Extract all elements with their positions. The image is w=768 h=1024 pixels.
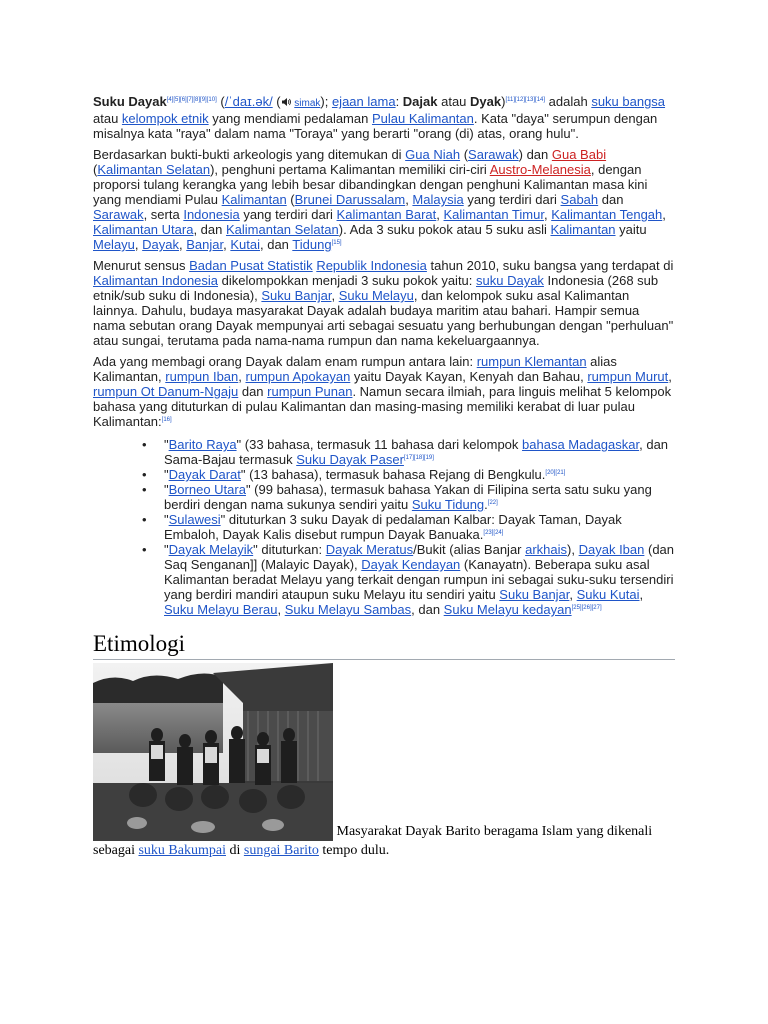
- text: (dan Saq Senganan]] (Malayic Dayak),: [164, 542, 675, 572]
- section-heading-etimologi: Etimologi: [93, 631, 675, 660]
- sabah-link[interactable]: Sabah: [560, 192, 599, 207]
- sarawak-link-2[interactable]: Sarawak: [93, 207, 144, 222]
- republik-indonesia-link[interactable]: Republik Indonesia: [316, 258, 427, 273]
- pulau-kalimantan-link[interactable]: Pulau Kalimantan: [371, 111, 474, 126]
- malaysia-link[interactable]: Malaysia: [412, 192, 464, 207]
- rumpun-paragraph: [93, 354, 675, 429]
- suku-banjar-link[interactable]: Suku Banjar: [261, 288, 332, 303]
- text: Menurut sensus: [93, 258, 190, 273]
- kalimantan-selatan-link[interactable]: Kalimantan Selatan: [97, 162, 211, 177]
- text: yaitu Dayak Kayan, Kenyah dan Bahau,: [350, 369, 588, 384]
- text: ,: [277, 602, 285, 617]
- text: , dan: [411, 602, 444, 617]
- suku-dayak-link[interactable]: suku Dayak: [476, 273, 544, 288]
- text: Berdasarkan bukti-bukti arkeologis yang ditemukan di: [93, 147, 406, 162]
- kelompok-etnik-link[interactable]: kelompok etnik: [121, 111, 209, 126]
- kalimantan-link[interactable]: Kalimantan: [221, 192, 287, 207]
- text: (: [286, 192, 295, 207]
- text: ,: [238, 369, 246, 384]
- historical-photo[interactable]: [93, 663, 333, 841]
- intro-paragraph: [93, 94, 675, 141]
- census-paragraph: [93, 258, 675, 348]
- dayak-link[interactable]: Dayak: [142, 237, 180, 252]
- text: ), penghuni pertama Kalimantan memiliki ciri-ciri: [210, 162, 490, 177]
- borneo-utara-link[interactable]: Borneo Utara: [168, 482, 246, 497]
- barito-raya-link[interactable]: Barito Raya: [168, 437, 237, 452]
- text: ,: [331, 288, 339, 303]
- text: ),: [567, 542, 579, 557]
- text: adalah: [545, 94, 592, 109]
- text: (: [93, 162, 98, 177]
- speaker-icon[interactable]: [281, 97, 291, 107]
- text: " dituturkan:: [253, 542, 326, 557]
- text: :: [395, 94, 403, 109]
- kalimantan-timur-link[interactable]: Kalimantan Timur: [443, 207, 544, 222]
- text: " (13 bahasa), termasuk bahasa Rejang di Bengkulu.: [240, 467, 546, 482]
- suku-melayu-sambas-link[interactable]: Suku Melayu Sambas: [284, 602, 412, 617]
- suku-dayak-paser-link[interactable]: Suku Dayak Paser: [296, 452, 404, 467]
- text: alias Kalimantan,: [93, 354, 617, 384]
- text: ": [164, 437, 169, 452]
- text: ): [501, 94, 506, 109]
- text: dan: [238, 384, 268, 399]
- text: ,: [543, 207, 552, 222]
- term-suku-dayak: Suku Dayak: [93, 94, 167, 109]
- list-item: [164, 482, 675, 512]
- text: ) dan: [518, 147, 552, 162]
- kalimantan-tengah-link[interactable]: Kalimantan Tengah: [551, 207, 663, 222]
- figure: [93, 663, 675, 860]
- text: (: [272, 94, 281, 109]
- sungai-barito-link[interactable]: sungai Barito: [243, 843, 319, 858]
- list-item: [164, 467, 675, 482]
- text: . Namun secara ilmiah, para linguis melihat 5 kelompok bahasa yang dituturkan di pulau Kalimantan dan masing-masing memiliki kerabat di luar pulau Kalimantan:: [93, 384, 672, 429]
- text: ": [164, 542, 169, 557]
- dayak-iban-link[interactable]: Dayak Iban: [578, 542, 645, 557]
- text: .: [484, 497, 488, 512]
- ref-link[interactable]: [20][21]: [545, 470, 566, 476]
- rumpun-iban-link[interactable]: rumpun Iban: [165, 369, 239, 384]
- list-item: [164, 512, 675, 542]
- suku-bangsa-link[interactable]: suku bangsa: [591, 94, 666, 109]
- rumpun-murut-link[interactable]: rumpun Murut: [587, 369, 669, 384]
- text: , dan: [193, 222, 226, 237]
- banjar-link[interactable]: Banjar: [186, 237, 224, 252]
- language-group-list: [93, 437, 675, 617]
- austro-melanesia-redlink[interactable]: Austro-Melanesia: [489, 162, 591, 177]
- text: Masyarakat Dayak Barito beragama Islam yang dikenali sebagai: [93, 824, 653, 858]
- rumpun-apokayan-link[interactable]: rumpun Apokayan: [245, 369, 351, 384]
- text: atau: [93, 111, 122, 126]
- suku-melayu-link[interactable]: Suku Melayu: [338, 288, 414, 303]
- ref-link[interactable]: [16]: [161, 417, 172, 423]
- suku-melayu-berau-link[interactable]: Suku Melayu Berau: [164, 602, 278, 617]
- gua-niah-link[interactable]: Gua Niah: [405, 147, 461, 162]
- suku-bakumpai-link[interactable]: suku Bakumpai: [138, 843, 226, 858]
- ref-link[interactable]: [25][26][27]: [571, 605, 602, 611]
- suku-kutai-link[interactable]: Suku Kutai: [576, 587, 640, 602]
- text: , dan: [260, 237, 293, 252]
- text: yang mendiami pedalaman: [208, 111, 372, 126]
- text: tempo dulu.: [318, 843, 390, 858]
- bps-link[interactable]: Badan Pusat Statistik: [189, 258, 313, 273]
- list-item: [164, 542, 675, 617]
- text: " (99 bahasa), termasuk bahasa Yakan di Filipina serta satu suku yang berdiri dengan nama sukunya sendiri yaitu: [164, 482, 652, 512]
- text: Ada yang membagi orang Dayak dalam enam rumpun antara lain:: [93, 354, 477, 369]
- gua-babi-redlink[interactable]: Gua Babi: [551, 147, 607, 162]
- text: yang terdiri dari: [463, 192, 561, 207]
- kalimantan-utara-link[interactable]: Kalimantan Utara: [93, 222, 194, 237]
- ref-link[interactable]: [17][18][19]: [403, 455, 434, 461]
- text: );: [320, 94, 332, 109]
- article-body: [93, 94, 675, 860]
- text: di: [225, 843, 244, 858]
- text: yang terdiri dari: [239, 207, 337, 222]
- indonesia-link[interactable]: Indonesia: [183, 207, 240, 222]
- text: ,: [134, 237, 143, 252]
- text: yaitu: [615, 222, 647, 237]
- kalimantan-indonesia-link[interactable]: Kalimantan Indonesia: [93, 273, 219, 288]
- sulawesi-link[interactable]: Sulawesi: [168, 512, 221, 527]
- melayu-link[interactable]: Melayu: [93, 237, 135, 252]
- text: (: [216, 94, 225, 109]
- ref-link[interactable]: [22]: [487, 500, 498, 506]
- simak-link[interactable]: simak: [294, 98, 321, 109]
- text: ,: [405, 192, 413, 207]
- text: ": [164, 482, 169, 497]
- rumpun-ot-danum-link[interactable]: rumpun Ot Danum-Ngaju: [93, 384, 239, 399]
- text: (Kanayatn). Beberapa suku asal Kalimantan beradat Melayu yang terkait dengan rumpun ini sebagai suku-suku tersendiri yang berdiri mandiri ataupun suku Melayu itu sendiri yaitu: [164, 557, 674, 602]
- text: " dituturkan 3 suku Dayak di pedalaman Kalbar: Dayak Taman, Dayak Embaloh, Dayak Kalis disebut rumpun Dayak Banuaka.: [164, 512, 622, 542]
- text: ,: [569, 587, 577, 602]
- text: Indonesia (268 sub etnik/sub suku di Indonesia),: [93, 273, 659, 303]
- tidung-link[interactable]: Tidung: [292, 237, 332, 252]
- text: dan: [598, 192, 624, 207]
- ref-link[interactable]: [11][12][13][14]: [505, 97, 546, 103]
- bahasa-madagaskar-link[interactable]: bahasa Madagaskar: [522, 437, 640, 452]
- kutai-link[interactable]: Kutai: [230, 237, 260, 252]
- dayak-kendayan-link[interactable]: Dayak Kendayan: [361, 557, 461, 572]
- ejaan-lama-link[interactable]: ejaan lama: [331, 94, 396, 109]
- text: , serta: [143, 207, 184, 222]
- kalimantan-link-2[interactable]: Kalimantan: [550, 222, 616, 237]
- ref-link[interactable]: [15]: [331, 240, 342, 246]
- text: ": [164, 512, 169, 527]
- term-dyak: Dyak: [470, 94, 502, 109]
- kalimantan-selatan-link-2[interactable]: Kalimantan Selatan: [225, 222, 339, 237]
- text: dikelompokkan menjadi 3 suku pokok yaitu:: [218, 273, 477, 288]
- text: " (33 bahasa, termasuk 11 bahasa dari kelompok: [236, 437, 523, 452]
- dayak-darat-link[interactable]: Dayak Darat: [168, 467, 241, 482]
- brunei-link[interactable]: Brunei Darussalam: [294, 192, 406, 207]
- text: /Bukit (alias Banjar: [413, 542, 526, 557]
- text: , dan kelompok suku asal Kalimantan lainnya. Dahulu, budaya masyarakat Dayak adalah budaya maritim atau bahari. Hampir semua nama sebutan orang Dayak mempunyai arti sebagai sesuatu yang berhubungan dengan "perhuluan" atau sungai, terutama pada nama-nama rumpun dan nama kekeluargaannya.: [93, 288, 674, 348]
- rumpun-klemantan-link[interactable]: rumpun Klemantan: [476, 354, 587, 369]
- text: , dan Sama-Bajau termasuk: [164, 437, 669, 467]
- suku-melayu-kedayan-link[interactable]: Suku Melayu kedayan: [443, 602, 572, 617]
- text: ,: [668, 369, 672, 384]
- suku-banjar-link-2[interactable]: Suku Banjar: [499, 587, 570, 602]
- list-item: [164, 437, 675, 467]
- text: ,: [179, 237, 187, 252]
- text: ). Ada 3 suku pokok atau 5 suku asli: [338, 222, 551, 237]
- text: ,: [436, 207, 444, 222]
- text: . Kata "daya" serumpun dengan misalnya kata "raya" dalam nama "Toraya" yang berarti "orang (di) atas, orang hulu".: [93, 111, 658, 141]
- text: ": [164, 467, 169, 482]
- text: ,: [639, 587, 644, 602]
- kalimantan-barat-link[interactable]: Kalimantan Barat: [336, 207, 437, 222]
- text: tahun 2010, suku bangsa yang terdapat di: [426, 258, 674, 273]
- ipa-link[interactable]: /ˈdaɪ.ək/: [224, 94, 273, 109]
- dayak-meratus-link[interactable]: Dayak Meratus: [325, 542, 414, 557]
- archaeology-paragraph: [93, 147, 675, 252]
- dayak-melayik-link[interactable]: Dayak Melayik: [168, 542, 254, 557]
- rumpun-punan-link[interactable]: rumpun Punan: [267, 384, 353, 399]
- term-dajak: Dajak: [402, 94, 438, 109]
- text: (: [460, 147, 469, 162]
- sarawak-link[interactable]: Sarawak: [468, 147, 519, 162]
- text: atau: [437, 94, 471, 109]
- text: ,: [223, 237, 231, 252]
- suku-tidung-link[interactable]: Suku Tidung: [411, 497, 485, 512]
- text: , dengan proporsi tulang kerangka yang lebih besar dibandingkan dengan penghuni Kalimantan masa kini yang mendiami Pulau: [93, 162, 648, 207]
- text: ,: [662, 207, 666, 222]
- ref-link[interactable]: [23][24]: [483, 530, 504, 536]
- ref-link[interactable]: [4][5][6][7][8][9][10]: [166, 97, 217, 103]
- arkhais-link[interactable]: arkhais: [525, 542, 568, 557]
